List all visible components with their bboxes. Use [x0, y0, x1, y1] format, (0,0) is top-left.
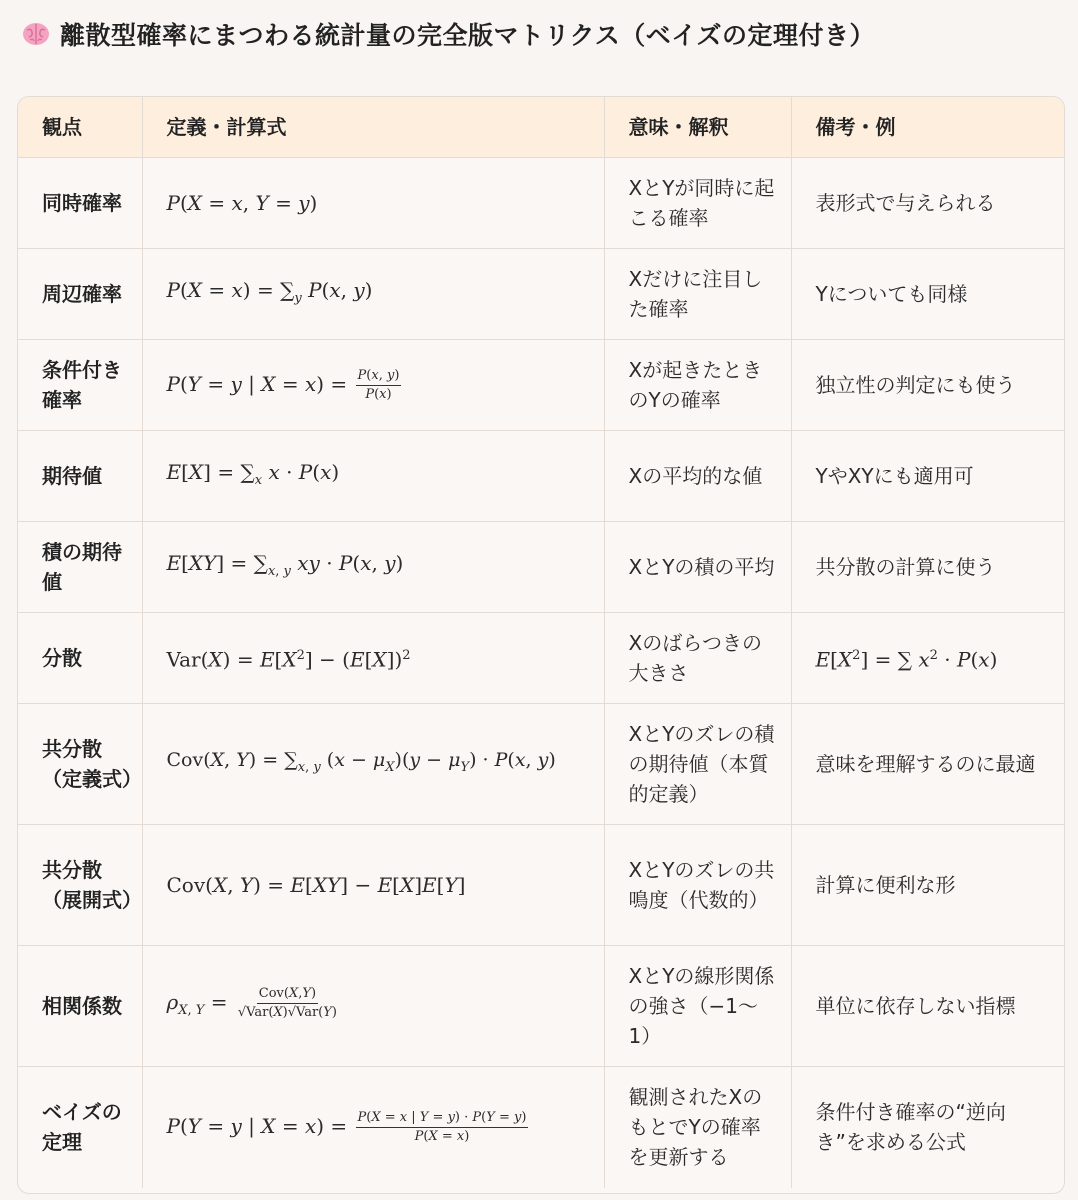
row-note-formula: $E[X^2]$ = ∑ $x^2 \cdot P(x)$ — [791, 613, 1064, 704]
row-meaning: XとYの積の平均 — [604, 522, 791, 613]
row-note: YやXYにも適用可 — [791, 431, 1064, 522]
row-note: 表形式で与えられる — [791, 158, 1064, 249]
table-row — [18, 946, 1064, 1067]
row-meaning: 観測されたXのもとでYの確率を更新する — [604, 1067, 791, 1188]
row-meaning: XとYのズレの積の期待値（本質的定義） — [604, 704, 791, 825]
row-note: 条件付き確率の“逆向き”を求める公式 — [815, 1100, 1006, 1155]
row-formula: P(Y = y | X = x) = $\frac{P(X = x | Y = y) \cdot P(Y = y)}{P(X = x)}$ — [142, 1067, 604, 1188]
row-label: 共分散（展開式） — [18, 825, 142, 946]
table-row — [18, 1067, 1064, 1188]
brain-icon — [22, 21, 50, 47]
header-definition: 定義・計算式 — [142, 97, 604, 158]
row-meaning: Xが起きたときのYの確率 — [604, 340, 791, 431]
row-formula: $Var(X) = E[X^2] - (E[X])^2$ — [142, 613, 604, 704]
row-note: 共分散の計算に使う — [791, 522, 1064, 613]
row-label: 周辺確率 — [18, 249, 142, 340]
table-row — [18, 340, 1064, 431]
fraction: $\frac{\text{Cov(X,Y)}}{\text{√Var(X)√Var(Y)}}$ — [237, 986, 337, 1020]
row-formula: Cov(X, Y) = E[XY] − E[X]E[Y] — [142, 825, 604, 946]
header-row — [18, 97, 1064, 158]
table-row — [18, 158, 1064, 249]
row-label: ベイズの定理 — [18, 1067, 142, 1188]
row-formula: P(X = x, Y = y) — [142, 158, 604, 249]
row-label: 分散 — [18, 613, 142, 704]
row-note: 意味を理解するのに最適 — [791, 704, 1064, 825]
row-formula: Cov(X, $Y) = \sum_{x, y}$ $(x - \mu_X)(y - \mu_Y) \cdot P(x$, y) — [142, 704, 604, 825]
row-label: 相関係数 — [18, 946, 142, 1067]
row-label: 共分散（定義式） — [18, 704, 142, 825]
page-title: 離散型確率にまつわる統計量の完全版マトリクス（ベイズの定理付き） — [60, 21, 876, 50]
row-label: 同時確率 — [18, 158, 142, 249]
row-formula: $\rho_{X, Y}$ = $\frac{\text{Cov(X,Y)}}{\text{√Var(X)√Var(Y)}}$ — [142, 946, 604, 1067]
fraction: $\frac{P(X = x | Y = y) \cdot P(Y = y)}{P(X = x)}$ — [357, 1109, 527, 1144]
table-row — [18, 704, 1064, 825]
row-meaning: Xの平均的な値 — [604, 431, 791, 522]
row-meaning: XとYのズレの共鳴度（代数的） — [604, 825, 791, 946]
row-meaning: Xのばらつきの大きさ — [604, 613, 791, 704]
row-meaning: XとYが同時に起こる確率 — [604, 158, 791, 249]
row-label: 積の期待値 — [18, 522, 142, 613]
table-row — [18, 431, 1064, 522]
matrix-table — [17, 96, 1065, 1194]
row-note: 単位に依存しない指標 — [791, 946, 1064, 1067]
header-meaning: 意味・解釈 — [604, 97, 791, 158]
table-row — [18, 825, 1064, 946]
table-row — [18, 613, 1064, 704]
table-row — [18, 522, 1064, 613]
row-label: 期待値 — [18, 431, 142, 522]
row-note: Yについても同様 — [791, 249, 1064, 340]
header-viewpoint: 観点 — [18, 97, 142, 158]
header-note: 備考・例 — [791, 97, 1064, 158]
table-row — [18, 249, 1064, 340]
row-meaning: XとYの線形関係の強さ（−1〜1） — [604, 946, 791, 1067]
fraction: $\frac{P(x, y)}{P(x)}$ — [357, 367, 400, 402]
row-formula: P(Y = y | X = x) = $\frac{P(x, y)}{P(x)}$ — [142, 340, 604, 431]
row-meaning: Xだけに注目した確率 — [604, 249, 791, 340]
row-note: 計算に便利な形 — [791, 825, 1064, 946]
row-formula: $E[XY] = \sum_{x, y}$ xy · P(x, y) — [142, 522, 604, 613]
row-note: 独立性の判定にも使う — [791, 340, 1064, 431]
row-formula: $P(X = x) = \sum_y$ P(x, y) — [142, 249, 604, 340]
title-bar — [22, 12, 875, 56]
row-formula: $E[X] = \sum_x$ x · P(x) — [142, 431, 604, 522]
row-label: 条件付き確率 — [18, 340, 142, 431]
